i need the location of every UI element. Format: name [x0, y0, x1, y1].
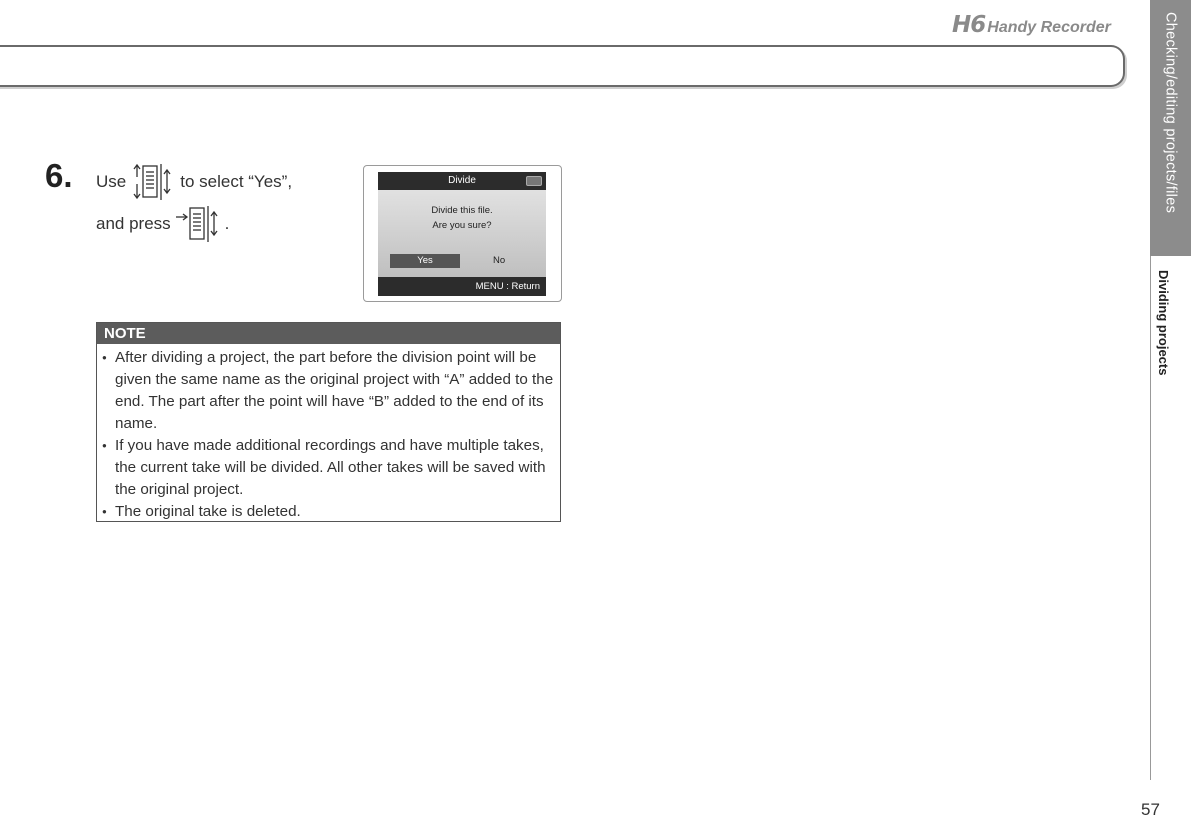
- note-box: [96, 322, 561, 522]
- note-item: ● The original take is deleted.: [102, 501, 554, 523]
- device-screen-illustration: [363, 165, 562, 302]
- step-line-2-prefix: and press: [96, 214, 171, 233]
- step-line-1-prefix: Use: [96, 172, 127, 191]
- scroll-dial-press-icon: [175, 204, 221, 244]
- lcd-option-yes: Yes: [390, 254, 460, 268]
- scroll-dial-up-down-icon: [130, 162, 176, 202]
- step-line-1-suffix: to select “Yes”,: [180, 172, 293, 191]
- tab-dividing-projects[interactable]: Dividing projects: [1156, 270, 1171, 376]
- page-number: 57: [1141, 800, 1160, 819]
- note-list: [97, 344, 560, 523]
- header-rule-bar: [0, 45, 1125, 87]
- brand-model: H6: [952, 12, 986, 38]
- step-number: 6.: [45, 157, 73, 194]
- lcd-message-1: Divide this file.: [431, 205, 493, 216]
- device-lcd: [378, 172, 546, 296]
- lcd-option-no: No: [493, 255, 506, 266]
- tab-checking-editing[interactable]: [1150, 0, 1191, 256]
- step-line-2: [96, 204, 229, 244]
- lcd-message-2: Are you sure?: [432, 220, 492, 231]
- step-line-2-suffix: .: [224, 214, 230, 233]
- lcd-footer: MENU : Return: [378, 277, 546, 296]
- brand-header: [952, 12, 1111, 38]
- note-item: ● After dividing a project, the part before the division point will be given the same name as the original project with “A” added to the end. The part after the point will have “B” added to the end of its name.: [102, 347, 554, 435]
- brand-product: Handy Recorder: [987, 19, 1111, 36]
- note-item: ● If you have made additional recordings and have multiple takes, the current take will be divided. All other takes will be saved with the original project.: [102, 435, 554, 501]
- tab-checking-editing-label: Checking/editing projects/files: [1162, 12, 1179, 214]
- note-heading: NOTE: [97, 323, 560, 344]
- lcd-title: Divide: [378, 172, 546, 190]
- battery-icon: [526, 176, 542, 186]
- step-line-1: [96, 162, 292, 202]
